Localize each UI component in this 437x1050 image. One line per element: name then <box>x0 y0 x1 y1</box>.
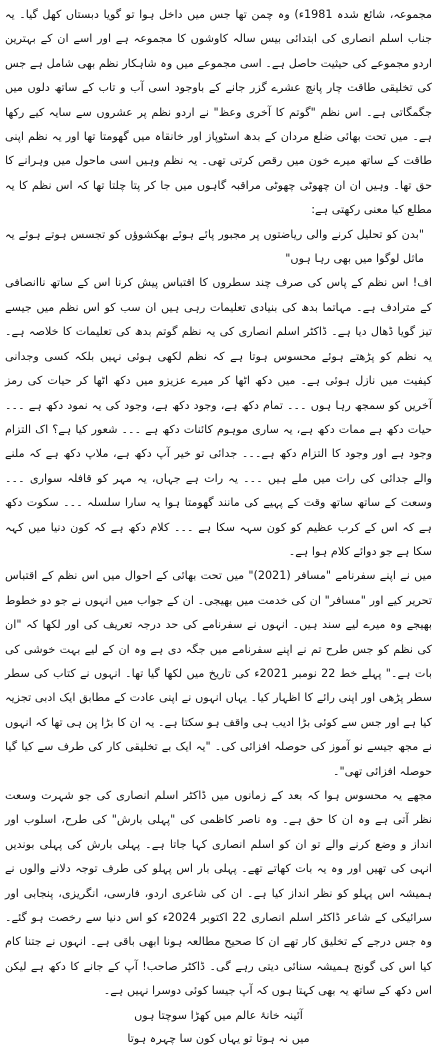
closing-couplet <box>5 1004 432 1050</box>
couplet-line-1: آئینہ خانۂ عالم میں کھڑا سوچتا ہوں <box>134 1008 303 1022</box>
paragraph-intro: مجموعہ، شائع شدہ 1981ء) وہ چمن تھا جس میں داخل ہوا تو گویا دبستاں کھل گیا۔ یہ جناب اسلم انصاری کی ابتدائی بیس سالہ کاوشوں کا مجموعہ ہے اور اسے ان کے بہترین اردو مجموعے کی حیثیت حاصل ہے۔ اسی مجموعے میں وہ شاہکار نظم بھی شامل ہے جس کی تخلیقی طاقت چار پانچ عشرے گزر جانے کے باوجود اسی آب و تاب کے ساتھ دلوں میں جگمگاتی ہے۔ اس نظم "گوتم کا آخری وعظ" نے اردو نظم پر عشروں سے سایہ کیے رکھا ہے۔ میں تحت بھائی ضلع مردان کے بدھ اسٹوپاز اور خانقاہ میں گھومتا تھا اور یہ نظم اپنی طاقت کے ساتھ میرے خون میں رقص کرتی تھی۔ یہ نظم وہیں اسی ماحول میں وہرانے کا حق تھا۔ وہیں ان ان چھوٹی چھوٹی مراقبہ گاہوں میں جا کر پتا چلتا تھا کہ اس نظم کا یہ مطلع کیا معنی رکھتی ہے: <box>5 8 433 217</box>
paragraph-travelogue: میں نے اپنے سفرنامے "مسافر (2021)" میں تحت بھائی کے احوال میں اس نظم کے اقتباس تحریر کیے اور "مسافر" ان کی خدمت میں بھیجی۔ ان کے جواب میں انہوں نے جو دو خطوط بھیجے وہ میرے لیے سند ہیں۔ انہوں نے سفرنامے کی حد درجہ تعریف کی اور لکھا کہ "ان کی نظم کو جس طرح تم نے اپنے سفرنامے میں جگہ دی ہے وہ ان کے لیے بہت خوشی کی بات ہے۔" پہلے خط 22 نومبر 2021ء کی تاریخ میں لکھا گیا تھا۔ انہوں نے کتاب کی سطر سطر پڑھی اور اپنی رائے کا اظہار کیا۔ یہاں انہوں نے اپنی عادت کے مطابق ایک ادبی تجزیہ کیا ہے اور جس سے کوئی بڑا ادیب ہی واقف ہو سکتا ہے۔ یہ ان کا بڑا پن ہی تھا کہ انہوں نے مجھ جیسے نو آموز کی حوصلہ افزائی کی۔ "یہ ایک بے تخلیقی کار کی طرف سے کیا گیا حوصلہ افزائی تھی"۔ <box>5 569 432 778</box>
paragraph-poem-analysis: اف! اس نظم کے پاس کی صرف چند سطروں کا اقتباس پیش کرنا اس کے ساتھ ناانصافی کے مترادف ہے۔ مہاتما بدھ کی بنیادی تعلیمات رہی ہیں ان سب کو اس نظم میں جیسے تیز گویا ڈھال دیا ہے۔ ڈاکٹر اسلم انصاری کی یہ نظم گوتم بدھ کی تعلیمات کا خلاصہ ہے۔ یہ نظم کو پڑھتے ہوئے محسوس ہوتا ہے کہ نظم لکھی ہوئی نہیں بلکہ کسی وجدانی کیفیت میں نازل ہوئی ہے۔ میں دکھ اٹھا کر میرے عزیزو میں دکھ اٹھا کر حیات کی رمز آخریں کو سمجھ رہا ہوں ۔۔۔ تمام دکھ ہے، وجود دکھ ہے، وجود کی یہ نمود دکھ ہے ۔۔۔ حیات دکھ ہے ممات دکھ ہے، یہ ساری موہوم کائنات دکھ ہے ۔۔۔ شعور کیا ہے؟ اک التزام وجود ہے اور وجود کا التزام دکھ ہے۔۔۔ جدائی تو خیر آپ دکھ ہے، ملاپ دکھ ہے کہ ملنے والے جدائی کی رات میں ملے ہیں ۔۔۔ یہ رات ہے جہاں، یہ مہر کو قافلہ سواری ۔۔۔ وسعت کے ساتھ ساتھ وقت کے پہیے کی مانند گھومتا ہوا یہ سارا سلسلہ ۔۔۔ سکوت دکھ ہے کہ اس کے کرب عظیم کو کون سہہ سکا ہے ۔۔۔ کلام دکھ ہے کہ کون دنیا میں کہہ سکا ہے جو دوائے کلام ہوا ہے۔ <box>5 276 432 558</box>
couplet-line-2: میں نہ ہوتا تو یہاں کون سا چہرہ ہوتا <box>127 1031 310 1045</box>
paragraph-quoted-verse: "بدن کو تحلیل کرنے والی ریاضتوں پر مجبور پائے ہوئے بھکشوؤں کو تجسس ہوتے ہوئے یہ ماثل لوگوا میں بھی رہا ہوں" <box>5 227 424 266</box>
paragraph-tribute: مجھے یہ محسوس ہوا کہ بعد کے زمانوں میں ڈاکٹر اسلم انصاری کی جو شہرت وسعت نظر آتی ہے وہ ان کا حق ہے۔ وہ ناصر کاظمی کی "پہلی بارش" کی طرح، اسلوب اور انداز و وضع کرنے والے تو ان کو اسلم انصاری کہا جاتا ہے۔ پہلی بارش کی پہلی بوندیں انہی کی تھیں اور وہ یہ بات کھاتے تھے۔ پہلی بار اس پہلو کی طرف توجہ دلانے والوں نے ہمیشہ اس پہلو کو نظر انداز کیا ہے۔ ان کی شاعری اردو، فارسی، انگریزی، پنجابی اور سرائیکی کے شاعر ڈاکٹر اسلم انصاری 22 اکتوبر 2024ء کو اس دنیا سے رخصت ہو گئے۔ وہ جس درجے کے تخلیق کار تھے ان کا صحیح مطالعہ ہونا ابھی باقی ہے۔ انہوں نے جتنا کام کیا اس کی گونج ہمیشہ سنائی دیتی رہے گی۔ ڈاکٹر صاحب! آپ کے جانے کا دکھ ہے لیکن اس دکھ کے ساتھ یہ بھی کہتا ہوں کہ آپ جیسا کوئی دوسرا نہیں ہے۔ <box>5 789 432 998</box>
